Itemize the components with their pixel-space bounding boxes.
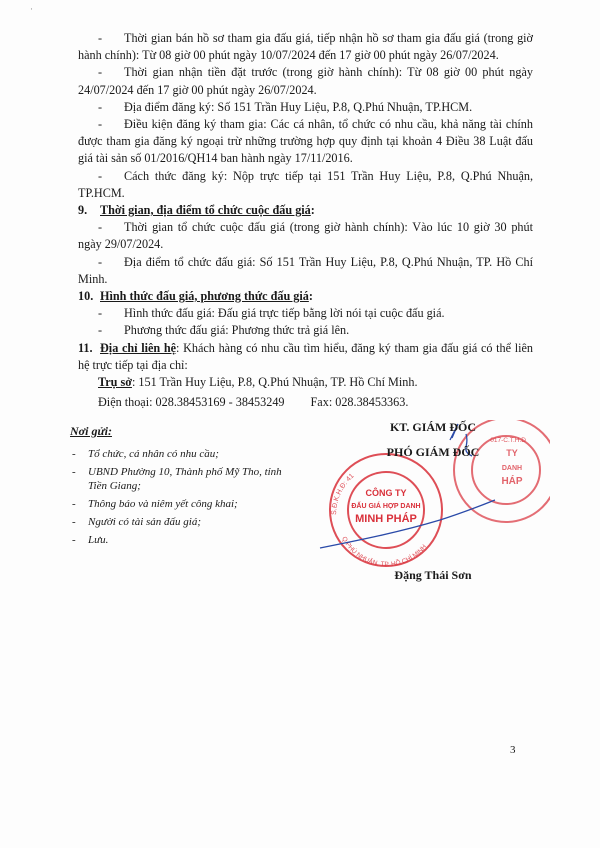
seal-ring-right: 017-C.T.H.D	[490, 437, 526, 444]
recipient-item: - Thông báo và niêm yết công khai;	[70, 497, 290, 511]
section-10-heading: 10. Hình thức đấu giá, phương thức đấu giá:	[78, 289, 313, 304]
signature-title-1: KT. GIÁM ĐỐC	[389, 420, 477, 434]
seal-partial-1: TY	[506, 448, 518, 458]
signer-name: Đặng Thái Sơn	[394, 568, 472, 582]
section-9-place: - Địa điểm tổ chức đấu giá: Số 151 Trần Huy Liệu, P.8, Q.Phú Nhuận, TP. Hồ Chí Minh.	[78, 254, 533, 286]
section-10-method: - Phương thức đấu giá: Phương thức trả giá lên.	[98, 323, 350, 338]
seal-partial-3: HÁP	[501, 476, 523, 487]
recipient-item: - Người có tài sản đấu giá;	[70, 515, 290, 529]
document-body	[78, 30, 533, 411]
section-11-contacts	[78, 394, 533, 411]
paragraph-deposit-time: - Thời gian nhận tiền đặt trước (trong giờ hành chính): Từ 08 giờ 00 phút ngày 24/07/2024 đến 17 giờ 00 phút ngày 26/07/2024.	[78, 65, 533, 97]
phone-number: Điện thoại: 028.38453169 - 38453249	[98, 395, 285, 410]
section-9-heading: 9. Thời gian, địa điểm tổ chức cuộc đấu giá:	[78, 203, 315, 218]
recipient-item: - Lưu.	[70, 533, 290, 547]
section-11: 11. Địa chỉ liên hệ: Khách hàng có nhu cầu tìm hiểu, đăng ký tham gia đấu giá có thể liên hệ trực tiếp tại địa chỉ:	[78, 340, 533, 372]
recipients-block	[70, 424, 290, 551]
page-number: 3	[510, 744, 516, 756]
seal-text-company: CÔNG TY	[365, 488, 407, 498]
fax-number: Fax: 028.38453363.	[310, 395, 409, 410]
seal-ring-left: S.Đ.K.H.Đ: 41	[330, 472, 356, 516]
recipient-item: - Tổ chức, cá nhân có nhu cầu;	[70, 447, 290, 461]
recipients-heading: Nơi gửi:	[70, 424, 112, 438]
section-11-office: Trụ sở: 151 Trần Huy Liệu, P.8, Q.Phú Nhuận, TP. Hồ Chí Minh.	[98, 375, 418, 390]
scan-mark: ·	[30, 4, 33, 14]
section-9-time: - Thời gian tổ chức cuộc đấu giá (trong giờ hành chính): Vào lúc 10 giờ 30 phút ngày 29/07/2024.	[78, 220, 533, 252]
seal-text-name: MINH PHÁP	[355, 513, 417, 525]
recipient-item: - UBND Phường 10, Thành phố Mỹ Tho, tỉnh Tiền Giang;	[70, 465, 290, 493]
seal-partial-2: DANH	[501, 465, 523, 472]
paragraph-registration-place: - Địa điểm đăng ký: Số 151 Trần Huy Liệu, P.8, Q.Phú Nhuận, TP.HCM.	[98, 99, 473, 114]
seal-ring-bottom: Q.PHÚ NHUẬN, TP. HỒ CHÍ MINH	[340, 535, 429, 569]
section-10-form: - Hình thức đấu giá: Đấu giá trực tiếp bằng lời nói tại cuộc đấu giá.	[98, 306, 445, 321]
paragraph-registration-conditions: - Điều kiện đăng ký tham gia: Các cá nhân, tổ chức có nhu cầu, khả năng tài chính được tham gia đăng ký ngoại trừ những trường hợp quy định tại khoản 4 Điều 38 Luật đấu giá tài sản số 01/2016/QH14 ban hành ngày 17/11/2016.	[78, 117, 533, 166]
paragraph-registration-method: - Cách thức đăng ký: Nộp trực tiếp tại 151 Trần Huy Liệu, P.8, Q.Phú Nhuận, TP.HCM.	[78, 168, 533, 200]
seal-text-type: ĐẤU GIÁ HỢP DANH	[351, 503, 421, 510]
signature-title-2: PHÓ GIÁM ĐỐC	[386, 445, 480, 459]
paragraph-sale-time: - Thời gian bán hồ sơ tham gia đấu giá, tiếp nhận hồ sơ tham gia đấu giá (trong giờ hành chính): Từ 08 giờ 00 phút ngày 10/07/2024 đến 17 giờ 00 phút ngày 26/07/2024.	[78, 31, 533, 63]
